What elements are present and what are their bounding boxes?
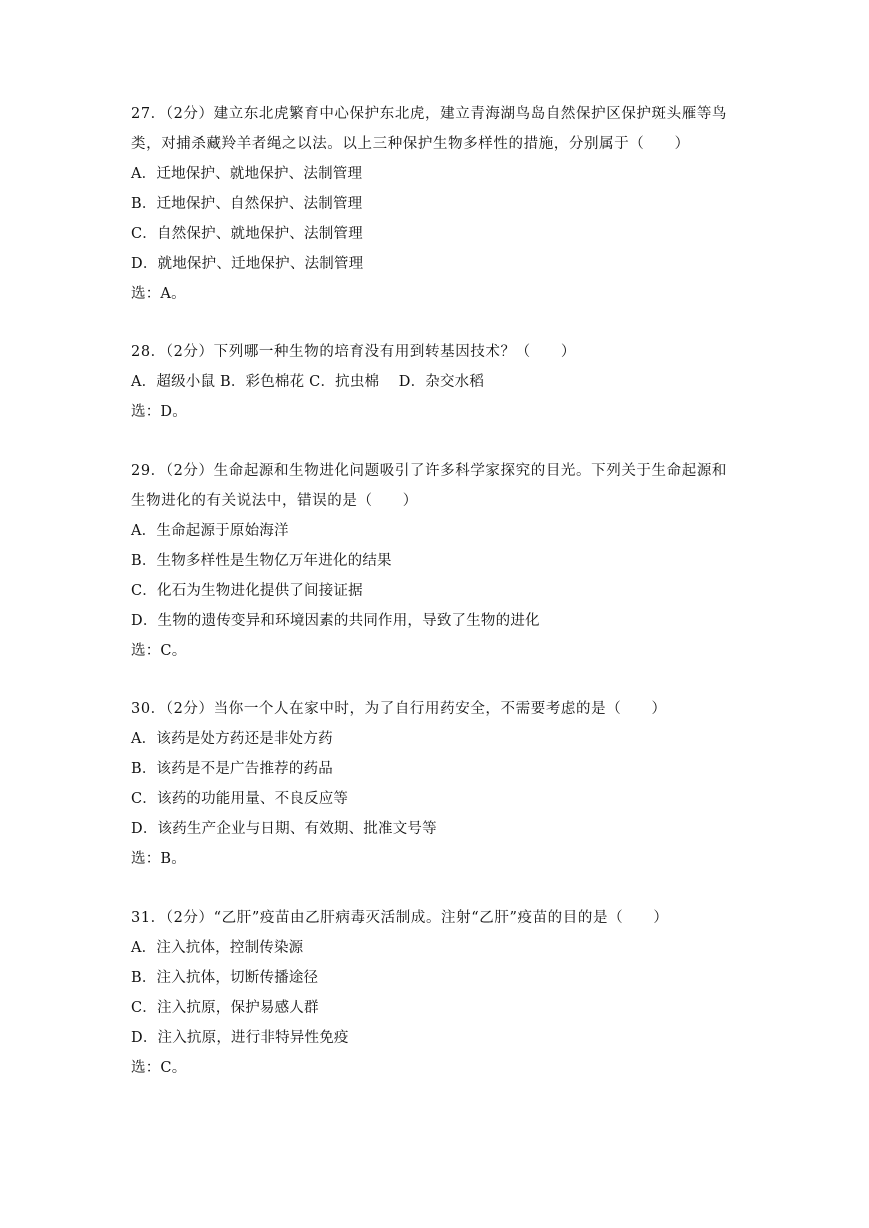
question-29	[131, 456, 751, 666]
answer-line: 选：C。	[131, 643, 187, 659]
question-stem	[131, 99, 751, 159]
option-c: C．化石为生物进化提供了间接证据	[131, 583, 363, 599]
option-d: D．该药生产企业与日期、有效期、批准文号等	[131, 821, 437, 837]
option-c: C．该药的功能用量、不良反应等	[131, 791, 349, 807]
stem-line: 28．（2分）下列哪一种生物的培育没有用到转基因技术？（ ）	[131, 344, 577, 360]
answer-line: 选：B。	[131, 851, 186, 867]
option-c: C．自然保护、就地保护、法制管理	[131, 226, 363, 242]
stem-line: 30．（2分）当你一个人在家中时，为了自行用药安全，不需要考虑的是（ ）	[131, 701, 667, 717]
answer-line: 选：C。	[131, 1060, 187, 1076]
question-31	[131, 903, 751, 1083]
option-c: C．注入抗原，保护易感人群	[131, 1000, 319, 1016]
question-stem	[131, 903, 751, 933]
options-line: A．超级小鼠 B．彩色棉花 C．抗虫棉 D．杂交水稻	[131, 374, 485, 390]
option-a: A．生命起源于原始海洋	[131, 523, 289, 539]
stem-line: 29．（2分）生命起源和生物进化问题吸引了许多科学家探究的目光。下列关于生命起源和	[131, 463, 728, 479]
option-d: D．注入抗原，进行非特异性免疫	[131, 1030, 349, 1046]
question-stem	[131, 694, 751, 724]
question-27	[131, 99, 751, 309]
option-a: A．该药是处方药还是非处方药	[131, 731, 333, 747]
stem-line: 类，对捕杀藏羚羊者绳之以法。以上三种保护生物多样性的措施，分别属于（ ）	[131, 136, 690, 152]
option-d: D．生物的遗传变异和环境因素的共同作用，导致了生物的进化	[131, 613, 540, 629]
option-a: A．注入抗体，控制传染源	[131, 940, 304, 956]
question-stem	[131, 337, 751, 367]
stem-line: 生物进化的有关说法中，错误的是（ ）	[131, 493, 418, 509]
answer-line: 选：D。	[131, 404, 187, 420]
option-b: B．注入抗体，切断传播途径	[131, 970, 319, 986]
option-b: B．该药是不是广告推荐的药品	[131, 761, 333, 777]
option-b: B．迁地保护、自然保护、法制管理	[131, 196, 363, 212]
question-stem	[131, 456, 751, 516]
question-30	[131, 694, 751, 874]
stem-line: 31．（2分）“乙肝”疫苗由乙肝病毒灭活制成。注射“乙肝”疫苗的目的是（ ）	[131, 910, 669, 926]
option-b: B．生物多样性是生物亿万年进化的结果	[131, 553, 392, 569]
question-28	[131, 337, 751, 427]
option-d: D．就地保护、迁地保护、法制管理	[131, 256, 364, 272]
stem-line: 27．（2分）建立东北虎繁育中心保护东北虎，建立青海湖鸟岛自然保护区保护斑头雁等鸟	[131, 106, 728, 122]
answer-line: 选：A。	[131, 286, 186, 302]
option-a: A．迁地保护、就地保护、法制管理	[131, 166, 363, 182]
